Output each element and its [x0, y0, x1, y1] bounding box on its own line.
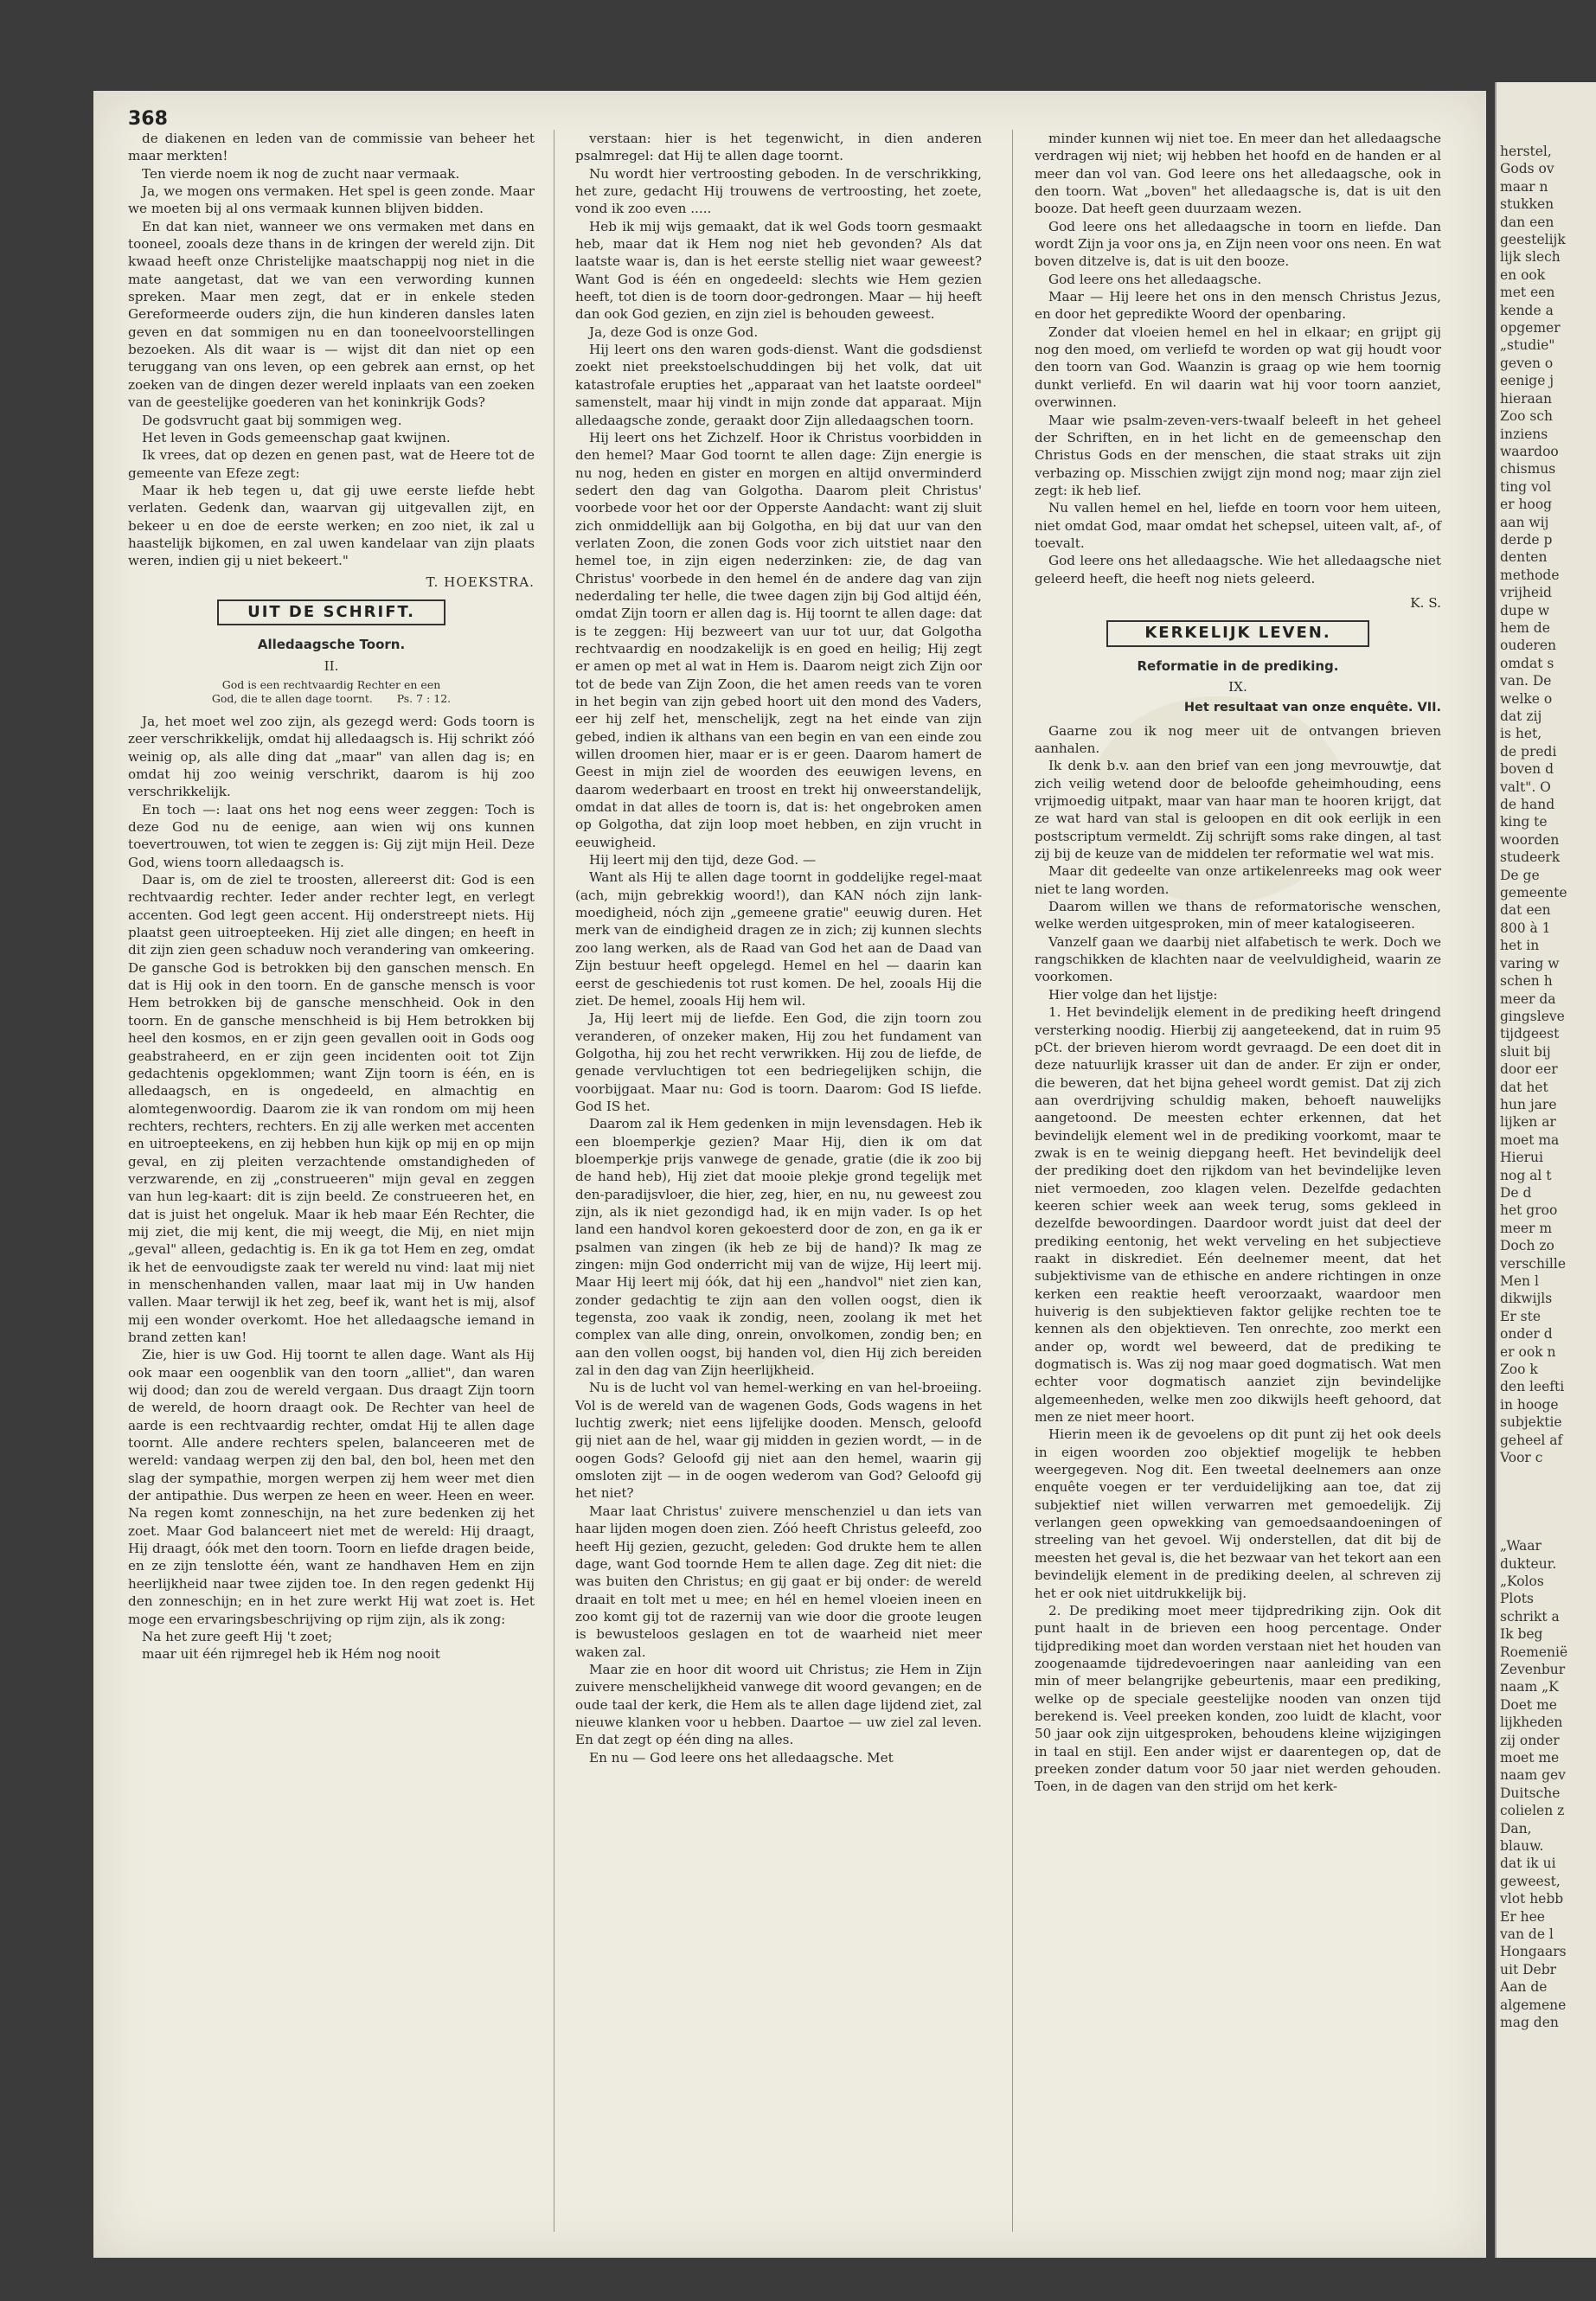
- paragraph: 2. De prediking moet meer tijdpredriking zijn. Ook dit punt haalt in de brieven een hoog percentage. Onder tijdprediking moet dan worden verstaan niet het houden van zoogenaamde tijdredevoeringen naar aanleiding van een min of meer belangrijke gebeurtenis, maar een prediking, welke op de speciale geestelijke nooden van onzen tijd berekend is. Veel preeken konden, zoo luidt de klacht, voor 50 jaar ook zijn uitgesproken, behoudens kleine wijzigingen in taal en stijl. Een ander wijst er daarentegen op, dat de preeken zonder datum voor 50 jaar niet werden gehouden. Toen, in de dagen van den strijd om het kerk-: [1035, 1602, 1441, 1795]
- fragment-line: er ook n: [1500, 1343, 1556, 1360]
- column-1: [128, 130, 535, 1663]
- column-1-body: [128, 130, 535, 570]
- paragraph: Heb ik mij wijs gemaakt, dat ik wel Gods toorn gesmaakt heb, maar dat ik Hem nog niet heb gevonden? Als dat laatste waar is, dan is het eerste stellig niet waar geweest? Want God is één en ongedeeld: slechts wie Hem gezien heeft, tot dien is de toorn door-gedrongen. Maar — hij heeft dan ook God gezien, en zijn ziel is behouden geweest.: [575, 218, 982, 323]
- fragment-line: Voor c: [1500, 1450, 1543, 1466]
- paragraph: Ik vrees, dat op dezen en genen past, wat de Heere tot de gemeente van Efeze zegt:: [128, 447, 535, 481]
- fragment-line: naam gev: [1500, 1767, 1566, 1784]
- fragment-line: geven o: [1500, 355, 1554, 371]
- fragment-line: dikwijls: [1500, 1291, 1553, 1307]
- fragment-line: meer m: [1500, 1220, 1553, 1236]
- paragraph: de diakenen en leden van de commissie van beheer het maar merkten!: [128, 131, 535, 164]
- paragraph: 1. Het bevindelijk element in de prediking heeft dringend versterking noodig. Hierbij zij aangeteekend, dat in ruim 95 pCt. der brieven hierom wordt gevraagd. De een doet dit in deze natuurlijk krasser uit dan de ander. Er zijn er onder, die beweren, dat het bijna geheel wordt gemist. Dat zij zich aan overdrijving schuldig maken, behoeft nauwelijks aangetoond. De meesten echter erkennen, dat het bevindelijk element wel in de prediking voorkomt, maar te zwak is en te weinig diepgang heeft. Het bevindelijk deel der prediking doet den rijkdom van het bevindelijke leven niet vermoeden, zoo klagen velen. Dezelfde gedachten keeren schier week aan week terug, soms gekleed in dezelfde bewoordingen. Daardoor wordt juist dat deel der prediking eentonig, het wekt verveling en het subjectieve raakt in diskrediet. Eén deelnemer meent, dat het subjektivisme van de ethische en andere richtingen in onze kerken een reaktie heeft veroorzaakt, waardoor men huiverig is den subjektieven faktor gelijke rechten toe te kennen als den objektieven. Ten onrechte, zoo merkt een ander op, wordt wel beweerd, dat de prediking te dogmatisch is. Was zij nog maar goed dogmatisch. Wat men echter voor dogmatisch aanziet zijn bevindelijke algemeenheden, welke men zoo dikwijls heeft gehoord, dat men ze niet meer hoort.: [1035, 1004, 1441, 1426]
- fragment-line: boven d: [1500, 761, 1554, 778]
- fragment-line: vlot hebb: [1500, 1891, 1564, 1907]
- fragment-line: mag den: [1500, 2015, 1559, 2031]
- paragraph: En toch —: laat ons het nog eens weer zeggen: Toch is deze God nu de eenige, aan wien wij ons kunnen toevertrouwen, tot wien te zeggen is: Gij zijt mijn Heil. Deze God, wiens toorn alledaagsch is.: [128, 801, 535, 870]
- article-subtitle: Het resultaat van onze enquête. VII.: [1183, 701, 1441, 715]
- fragment-line: Er ste: [1500, 1308, 1542, 1324]
- fragment-line: stukken: [1500, 196, 1554, 213]
- fragment-line: nog al t: [1500, 1167, 1552, 1183]
- fragment-line: den leefti: [1500, 1379, 1565, 1395]
- paragraph: Ik denk b.v. aan den brief van een jong mevrouwtje, dat zich veilig wetend door de beloofde geheimhouding, eens vrijmoedig uitpakt, maar van haar man te hooren krijgt, dat ze wat hard van stal is geloopen en dit ook eerlijk in een postscriptum vermeldt. Zij schrijft soms rake dingen, al tast zij bij de keuze van de middelen ter reformatie wel wat mis.: [1035, 758, 1441, 862]
- paragraph: Vanzelf gaan we daarbij niet alfabetisch te werk. Doch we rangschikken de klachten naar de veelvuldigheid, waarin ze voorkomen.: [1035, 933, 1441, 985]
- fragment-line: gemeente: [1500, 885, 1567, 901]
- fragment-line: tijdgeest: [1500, 1026, 1560, 1042]
- paragraph: Daarom zal ik Hem gedenken in mijn levensdagen. Heb ik een bloemperkje gezien? Maar Hij, dien ik om dat bloemperkje prijs vanwege de genade, gratie (die ik zoo bij de hand heb), Hij ziet dat mooie plekje grond tegelijk met den-paradijsvloer, die hier, zeg, hier, en nu, nu geweest zou zijn, als ik niet gezondigd had, ik en mijn vader. Is op het land een handvol koren gekoesterd door de zon, en ga ik er psalmen van zingen (ik heb ze bij de hand)? Ik mag ze zingen: mijn God onderricht mij van de wijze, Hij leert mij. Maar Hij leert mij óók, dat hij een „handvol" niet zien kan, zonder gedachtig te zijn aan den vollen oogst, dien ik tegensta, zoo vaak ik zondig, neen, zoolang ik met het complex van alle ding, onrein, onvolkomen, zondig ben; en aan den vollen oogst, bij handen vol, dien Hij zich bereiden zal in den dag van Zijn heerlijkheid.: [575, 1116, 982, 1379]
- paragraph: Want als Hij te allen dage toornt in goddelijke regel-maat (ach, mijn gebrekkig woord!), dan KAN nóch zijn lank-moedigheid, nóch zijn „gemeene gratie" eeuwig duren. Het merk van de eindigheid dragen ze in zich; zij kunnen slechts zoo lang werken, als de Raad van God het aan de Daad van Zijn bestuur heeft opgelegd. Hemel en hel — daarin kan eerst de geschiedenis tot rust komen. De hel, zooals Hij die ziet. De hemel, zooals Hij hem wil.: [575, 869, 982, 1009]
- fragment-line: lijk slech: [1500, 249, 1561, 266]
- fragment-line: dat het: [1500, 1079, 1548, 1095]
- fragment-line: het groo: [1500, 1202, 1558, 1219]
- fragment-line: Ik beg: [1500, 1626, 1543, 1643]
- fragment-line: colielen z: [1500, 1803, 1565, 1819]
- fragment-line: dukteur.: [1500, 1555, 1557, 1572]
- fragment-line: van de l: [1500, 1926, 1554, 1943]
- fragment-line: dat zij: [1500, 708, 1542, 724]
- fragment-line: geweest,: [1500, 1873, 1561, 1889]
- paragraph: Nu wordt hier vertroosting geboden. In de verschrikking, het zure, gedacht Hij trouwens de vertroosting, het zoete, vond ik zoo even .....: [575, 165, 982, 217]
- fragment-line: Zoo sch: [1500, 408, 1553, 425]
- column-3-body: [1035, 130, 1441, 587]
- fragment-line: maar n: [1500, 178, 1548, 195]
- paragraph: Nu vallen hemel en hel, liefde en toorn voor hem uiteen, niet omdat God, maar omdat het schepsel, uiteen valt, af-, of toevalt.: [1035, 500, 1441, 551]
- paragraph: Ten vierde noem ik nog de zucht naar vermaak.: [142, 165, 460, 182]
- fragment-line: studeerk: [1500, 849, 1561, 866]
- column-2-body: [575, 130, 982, 1766]
- fragment-line: [1500, 1484, 1596, 1502]
- paragraph: Na het zure geeft Hij 't zoet;: [142, 1628, 333, 1644]
- paragraph: God leere ons het alledaagsche. Wie het alledaagsche niet geleerd heeft, die heeft nog niets geleerd.: [1035, 553, 1441, 586]
- fragment-line: De d: [1500, 1184, 1532, 1201]
- paragraph: Maar — Hij leere het ons in den mensch Christus Jezus, en door het gepredikte Woord der openbaring.: [1035, 289, 1441, 323]
- fragment-line: Hierui: [1500, 1150, 1543, 1166]
- fragment-line: het in: [1500, 938, 1540, 954]
- adjacent-page-text: [1497, 82, 1596, 2031]
- fragment-line: [1500, 1520, 1596, 1537]
- paragraph: Zie, hier is uw God. Hij toornt te allen dage. Want als Hij ook maar een oogenblik van den toorn „alliet", dan waren wij dood; dan zou de wereld vergaan. Dus draagt Zijn toorn de wereld, de hoorn draagt ook. De Rechter van heel de aarde is een rechtvaardig rechter, omdat Hij te allen dage toornt. Alle andere rechters spelen, balanceeren met de wereld: vandaag werpen zij den bal, den bol, heen met den slag der sympathie, morgen werpen zij hem weer met dien der antipathie. Dus werpen ze heen en weer. Heen en weer. Na regen komt zonneschijn, na het zure bedenken zij het zoet. Maar God balanceert niet met de wereld: Hij draagt, Hij draagt, óók met den toorn. Toorn en liefde dragen beide, en ze zijn tenslotte één, want ze handhaven Hem en zijn heerlijkheid naar twee zijden toe. In den regen gedenkt Hij den zonneschijn; en in het zure werkt Hij wat zoet is. Het moge een ervaringsbeschrijving op rijm zijn, als ik zong:: [128, 1347, 535, 1627]
- paragraph: Nu is de lucht vol van hemel-werking en van hel-broeiing. Vol is de wereld van de wagenen Gods, Gods wagens in het luchtig zwerk; niet eens lijfelijke dooden. Mensch, geloofd gij niet aan de hel, waar gij midden in gezien wordt, — in de oogen Gods? Geloofd gij niet aan den hemel, waarin gij omsloten zijt — in de oogen wederom van God? Geloofd gij het niet?: [575, 1380, 982, 1502]
- fragment-line: Doch zo: [1500, 1238, 1554, 1254]
- fragment-line: [1500, 1502, 1596, 1519]
- fragment-line: waardoo: [1500, 443, 1559, 459]
- paragraph: Maar laat Christus' zuivere menschenziel u dan iets van haar lijden mogen doen zien. Zóó heeft Christus geleefd, zoo heeft Hij gezien, gezucht, geleden: God drukte hem te allen dage, want God toornde Hem te allen dage. Zeg dit niet: die was buiten den Christus; en gij gaat er bij onder: de wereld draait en tolt met u mee; en hél en hemel vloeien ineen en zoo komt gij tot de razernij van wie door die groote leugen is bewusteloos geslagen en tot de waarheid niet meer waken zal.: [575, 1503, 982, 1660]
- fragment-line: schen h: [1500, 973, 1553, 990]
- column-2: [575, 130, 982, 1766]
- paragraph: Maar dit gedeelte van onze artikelenreeks mag ook weer niet te lang worden.: [1035, 863, 1441, 897]
- fragment-line: Zevenbur: [1500, 1661, 1566, 1677]
- fragment-line: aan wij: [1500, 514, 1549, 530]
- fragment-line: 800 à 1: [1500, 920, 1551, 936]
- article-body: [128, 713, 535, 1663]
- paragraph: Ja, Hij leert mij de liefde. Een God, die zijn toorn zou veranderen, of onzeker maken, Hij zou het fundament van Golgotha, hij zou het recht verwrikken. Hij zou de liefde, de genade vervluchtigen tot een bedriegelijken schijn, die voorbijgaat. Maar nu: God is toorn. Daarom: God IS liefde. God IS het.: [575, 1010, 982, 1114]
- fragment-line: ouderen: [1500, 638, 1556, 654]
- fragment-line: meer da: [1500, 990, 1556, 1007]
- fragment-line: lijkheden: [1500, 1715, 1563, 1731]
- fragment-line: lijken ar: [1500, 1114, 1556, 1131]
- fragment-line: moet ma: [1500, 1131, 1560, 1148]
- fragment-line: varing w: [1500, 955, 1560, 971]
- fragment-line: king te: [1500, 814, 1548, 830]
- fragment-line: geheel af: [1500, 1432, 1563, 1448]
- page-number: 368: [128, 108, 168, 130]
- fragment-line: subjektie: [1500, 1414, 1562, 1431]
- fragment-line: woorden: [1500, 831, 1560, 848]
- fragment-line: eenige j: [1500, 373, 1554, 389]
- fragment-line: De ge: [1500, 867, 1540, 883]
- fragment-line: Er hee: [1500, 1908, 1545, 1925]
- fragment-line: verschille: [1500, 1255, 1567, 1272]
- fragment-line: geestelijk: [1500, 232, 1566, 248]
- fragment-line: kende a: [1500, 302, 1554, 318]
- fragment-line: Men l: [1500, 1273, 1539, 1289]
- paragraph: En dat kan niet, wanneer we ons vermaken met dans en tooneel, zooals deze thans in de kringen der wereld zijn. Dit kwaad heeft onze Christelijke maatschappij nog niet in die mate aangetast, dat we van een verwording kunnen spreken. Maar men zegt, dat er in enkele steden Gereformeerde ouders zijn, die hun kinderen dansles laten geven en dat sommigen nu en dan tooneelvoorstellingen bezoeken. Als dit waar is — wijst dit dan niet op een teruggang van ons leven, op een gebrek aan ernst, op het zoeken van de dingen dezer wereld inplaats van een zoeken van de geestelijke goederen van het koninkrijk Gods?: [128, 218, 535, 411]
- paragraph: minder kunnen wij niet toe. En meer dan het alledaagsche verdragen wij niet; wij hebben het hoofd en de handen er al meer dan vol van. God leere ons het alledaagsche, ook in den toorn. Wat „boven" het alledaagsche is, dat is uit den booze. Dat heeft geen duurzaam wezen.: [1035, 131, 1441, 217]
- fragment-line: van. De: [1500, 673, 1552, 689]
- paragraph: maar uit één rijmregel heb ik Hém nog nooit: [142, 1646, 440, 1663]
- fragment-line: en ook: [1500, 266, 1546, 283]
- fragment-line: onder d: [1500, 1326, 1553, 1343]
- fragment-line: Doet me: [1500, 1696, 1557, 1713]
- fragment-line: dan een: [1500, 214, 1554, 230]
- article-title: Alledaagsche Toorn.: [257, 637, 406, 653]
- paragraph: Maar ik heb tegen u, dat gij uwe eerste liefde hebt verlaten. Gedenk dan, waarvan gij uitgevallen zijt, en bekeer u en doe de eerste werken; en zoo niet, ik zal u haastelijk bijkomen, en zal uwen kandelaar van zijn plaats weren, indien gij u niet bekeert.": [128, 482, 535, 569]
- fragment-line: Duitsche: [1500, 1785, 1561, 1801]
- paragraph: Hij leert mij den tijd, deze God. —: [589, 852, 817, 868]
- paragraph: God leere ons het alledaagsche.: [1048, 271, 1262, 287]
- fragment-line: in hooge: [1500, 1396, 1559, 1413]
- article-body: [1035, 722, 1441, 1796]
- paragraph: Ja, we mogen ons vermaken. Het spel is geen zonde. Maar we moeten bij al ons vermaak kunnen blijven bidden.: [128, 183, 535, 217]
- fragment-line: Gods ov: [1500, 161, 1554, 177]
- paragraph: De godsvrucht gaat bij sommigen weg.: [142, 412, 402, 428]
- fragment-line: inziens: [1500, 426, 1548, 442]
- adjacent-page-fragment: [1495, 82, 1596, 2258]
- fragment-line: chismus: [1500, 461, 1556, 478]
- fragment-line: Plots: [1500, 1591, 1534, 1607]
- fragment-line: algemene: [1500, 1997, 1567, 2013]
- paragraph: Zonder dat vloeien hemel en hel in elkaar; en grijpt gij nog den moed, om verliefd te worden op wat gij houdt voor den toorn van God. Waanzin is graag op wie hem toornig dunkt verliefd. En wil daarin wat hij voor toorn aanziet, overwinnen.: [1035, 324, 1441, 411]
- fragment-line: „studie": [1500, 337, 1555, 354]
- fragment-line: met een: [1500, 285, 1555, 301]
- fragment-line: Roemenië: [1500, 1644, 1568, 1660]
- article-number: IX.: [1228, 678, 1247, 695]
- paragraph: Het leven in Gods gemeenschap gaat kwijnen.: [142, 429, 451, 445]
- fragment-line: „Kolos: [1500, 1573, 1544, 1589]
- fragment-line: denten: [1500, 549, 1548, 566]
- fragment-line: door eer: [1500, 1061, 1558, 1078]
- article-number: II.: [324, 657, 339, 674]
- paragraph: Daar is, om de ziel te troosten, allereerst dit: God is een rechtvaardig rechter. Ieder ander rechter legt, en verlegt accenten. God legt geen accent. Hij onderstreept niets. Hij plaatst geen uitroepteeken. Hij ziet alle dingen; en heeft in dit zijn zien geen schaduw noch verandering van omkeering. De gansche God is betrokken bij den ganschen mensch. En dat is Hij ook in den toorn. En de gansche mensch is voor Hem betrokken bij de gansche menschheid. Ook in den toorn. En de gansche menschheid is bij Hem betrokken bij heel den kosmos, en er zijn geen gevallen ooit in Gods oog geabstraheerd, en er zijn geen incidenten ooit tot Zijn gedachtenis opgeklommen; want Zijn toorn is één, en is alledaagsch, en is ongedeeld, en almachtig en alomtegenwoordig. Daarom zie ik van rondom om mij heen rechters, rechters, rechters. En zij alle werken met accenten en uitroepteekens, en zij hebben hun kijk op mij en op mijn geval, en zij pleiten verzachtende omstandigheden of verzwarende, en zij „construeeren" mijn geval en zeggen van hun leg-kaart: dit is zijn beeld. Ze construeeren het, en dat is juist het ongeluk. Maar ik heb maar Eén Rechter, die mij ziet, die mij kent, die mij weegt, die Mij, en niet mijn „geval" alleen, gedachtig is. En ik ga tot Hem en zeg, omdat ik het de eenvoudigste zaak ter wereld nu vind: laat mij niet in menschenhanden vallen, maar laat mij in Uw handen vallen. Maar terwijl ik het zeg, beef ik, want het is mij, alsof mij een wonder overkomt. Hoe het alledaagsche iemand in brand zetten kan!: [128, 872, 535, 1345]
- fragment-line: is het,: [1500, 726, 1542, 742]
- fragment-line: uit Debr: [1500, 1961, 1557, 1977]
- fragment-line: omdat s: [1500, 655, 1554, 671]
- paragraph: Ja, deze God is onze God.: [589, 324, 759, 340]
- fragment-line: blauw.: [1500, 1838, 1544, 1854]
- author-signoff: K. S.: [1410, 594, 1441, 611]
- paragraph: Ja, het moet wel zoo zijn, als gezegd werd: Gods toorn is zeer verschrikkelijk, omdat hij alledaagsch is. Hij schrikt zóó weinig op, als alle ding dat „maar" van allen dag is; en omdat hij zoo weinig verschrikt, daarom is hij zoo verschrikkelijk.: [128, 713, 535, 800]
- fragment-line: Dan,: [1500, 1820, 1532, 1836]
- fragment-line: dat een: [1500, 902, 1551, 919]
- article-title: Reformatie in de prediking.: [1137, 657, 1339, 674]
- fragment-line: de predi: [1500, 743, 1557, 760]
- fragment-line: schrikt a: [1500, 1608, 1560, 1625]
- fragment-line: „Waar: [1500, 1538, 1542, 1554]
- column-divider: [1012, 130, 1013, 2232]
- fragment-line: [1500, 1466, 1596, 1484]
- section-banner-uit-de-schrift: UIT DE SCHRIFT.: [217, 599, 445, 625]
- column-3: [1035, 130, 1441, 1796]
- paragraph: Hierin meen ik de gevoelens op dit punt zij het ook deels in eigen woorden zoo objektief mogelijk te hebben weergegeven. Nog dit. Een tweetal deelnemers aan onze enquête voegen er ter verduidelijking aan toe, dat zij subjektief niet willen verwarren met gemoedelijk. Zij verlangen geen opwekking van gemoedsaandoeningen of streeling van het gevoel. Wij onderstellen, dat dit bij de meesten het geval is, die het bezwaar van het tekort aan een bevindelijk element in de prediking deelen, al schreven zij het er ook niet uitdrukkelijk bij.: [1035, 1426, 1441, 1601]
- paragraph: verstaan: hier is het tegenwicht, in dien anderen psalmregel: dat Hij te allen dage toornt.: [575, 131, 982, 164]
- fragment-line: hem de: [1500, 619, 1550, 636]
- paragraph: Gaarne zou ik nog meer uit de ontvangen brieven aanhalen.: [1035, 722, 1441, 756]
- fragment-line: hieraan: [1500, 390, 1552, 407]
- author-signature: T. HOEKSTRA.: [426, 574, 535, 590]
- paragraph: Maar wie psalm-zeven-vers-twaalf beleeft in het geheel der Schriften, en in het licht en de gemeenschap den Christus Gods en der menschen, die staat straks uit zijn verbazing op. Misschien zwijgt zijn mond nog; maar zijn ziel zegt: ik heb lief.: [1035, 412, 1441, 498]
- scripture-motto: God is een rechtvaardig Rechter en een God, die te allen dage toornt. Ps. 7 : 12.: [211, 677, 452, 705]
- fragment-line: valt". O: [1500, 779, 1551, 795]
- section-banner-kerkelijk-leven: KERKELIJK LEVEN.: [1106, 620, 1369, 646]
- fragment-line: derde p: [1500, 531, 1553, 548]
- fragment-line: hun jare: [1500, 1096, 1557, 1112]
- fragment-line: dupe w: [1500, 602, 1550, 619]
- fragment-line: Zoo k: [1500, 1362, 1538, 1378]
- fragment-line: de hand: [1500, 797, 1555, 813]
- paragraph: God leere ons het alledaagsche in toorn en liefde. Dan wordt Zijn ja voor ons ja, en Zijn neen voor ons neen. En wat boven ditzelve is, dat is uit den booze.: [1035, 218, 1441, 270]
- paragraph: Daarom willen we thans de reformatorische wenschen, welke werden uitgesproken, min of meer katalogiseeren.: [1035, 899, 1441, 933]
- paragraph: Hij leert ons den waren gods-dienst. Want die godsdienst zoekt niet preekstoelschuddingen bij het volk, dat uit katastrofale erupties het „apparaat van het laatste oordeel" samenstelt, maar hij vindt in mijn zonde dat apparaat. Mijn alledaagsche zonde, geraakt door Zijn alledaagschen toorn.: [575, 342, 982, 428]
- fragment-line: zij onder: [1500, 1732, 1560, 1748]
- fragment-line: moet me: [1500, 1749, 1560, 1766]
- paragraph: En nu — God leere ons het alledaagsche. Met: [589, 1749, 894, 1766]
- fragment-line: er hoog: [1500, 497, 1553, 513]
- paragraph: Maar zie en hoor dit woord uit Christus; zie Hem in Zijn zuivere menschelijkheid vanwege dit woord gevangen; en de oude taal der kerk, die Hem als te allen dage lijdend ziet, zal nieuwe klanken voor u hebben. Daartoe — uw ziel zal leven. En dat zegt op één ding na alles.: [575, 1661, 982, 1748]
- fragment-line: Aan de: [1500, 1979, 1548, 1996]
- paragraph: Hier volge dan het lijstje:: [1048, 986, 1218, 1003]
- fragment-line: methode: [1500, 567, 1560, 583]
- fragment-line: welke o: [1500, 690, 1553, 707]
- paragraph: Hij leert ons het Zichzelf. Hoor ik Christus voorbidden in den hemel? Maar God toornt te allen dage: Zijn energie is nu nog, heden en gister en morgen en altijd onverminderd sedert den dag van Golgotha. Daarom pleit Christus' voorbede voor het oor der Opperste Aandacht: want zij sluit zich onmiddellijk aan bij Golgotha, en bij dat uur van den verlaten Zoon, die zonen Gods voor zich uitstiet naar den hemel toe, in zijn eigen nederzinken: zie, de dag van Christus' voorbede in den hemel én de andere dag van zijn nederdaling ter helle, die twee dagen zijn bij God altijd één, omdat Zijn toorn er allen dag is. Hij toornt te allen dage: dat is te zeggen: Hij bezweert van uur tot uur, dat Golgotha rechtvaardig en noodzakelijk is en goed en heilig; Hij zegt er amen op met al wat in Hem is. Daarom neigt zich Zijn oor tot de bede van Zijn Zoon, die het amen reeds van te voren in het begin van zijn gebed hoort uit den mond des Vaders, eer hij zelf het, menschelijk, zegt na het einde van zijn gebed, indien ik althans van een begin en van een einde zou willen droomen hier, maar er is er geen. Daarom hamert de Geest in mijn ziel de woorden des eeuwigen levens, en daarom wederbaart en troost en trekt hij onweerstandelijk, omdat in dat alles de toorn is, dat is: het ongebroken amen op Golgotha, dat zijn loop moet hebben, en zijn vrucht in eeuwigheid.: [575, 429, 982, 850]
- fragment-line: ting vol: [1500, 478, 1552, 495]
- fragment-line: gingsleve: [1500, 1008, 1565, 1024]
- fragment-line: dat ik ui: [1500, 1856, 1556, 1872]
- fragment-line: vrijheid: [1500, 585, 1552, 601]
- fragment-line: opgemer: [1500, 320, 1561, 336]
- fragment-line: sluit bij: [1500, 1043, 1551, 1060]
- fragment-line: naam „K: [1500, 1679, 1559, 1695]
- fragment-line: herstel,: [1500, 144, 1552, 159]
- fragment-line: Hongaars: [1500, 1944, 1567, 1960]
